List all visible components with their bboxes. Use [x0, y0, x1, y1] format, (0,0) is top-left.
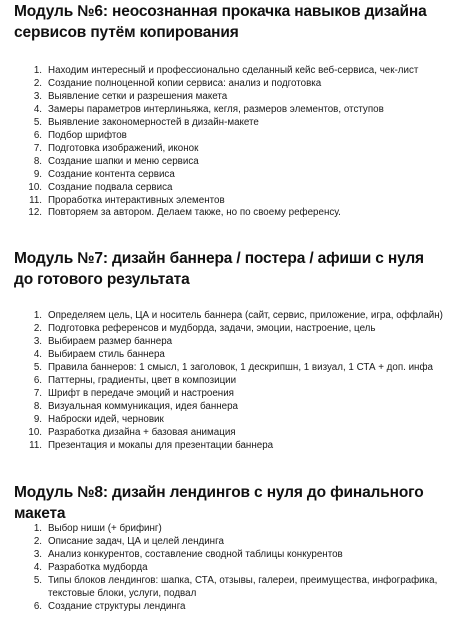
list-item	[14, 78, 444, 91]
list-item-text: Создание полноценной копии сервиса: анализ и подготовка	[48, 77, 322, 89]
list-item-text: Правила баннеров: 1 смысл, 1 заголовок, 1 дескрипшн, 1 визуал, 1 СТА + доп. инфа	[48, 361, 433, 373]
list-item-number: 11.	[29, 439, 42, 451]
list-item-text: Подготовка изображений, иконок	[48, 142, 199, 154]
list-item-text: Выбор ниши (+ брифинг)	[48, 523, 162, 534]
list-item	[14, 104, 444, 117]
list-item-text: Презентация и мокапы для презентации баннера	[48, 439, 274, 451]
list-item-number: 6.	[33, 129, 42, 141]
list-item-text: Создание контента сервиса	[48, 168, 175, 180]
list-item	[14, 91, 444, 104]
list-item	[14, 375, 444, 388]
list-item	[14, 414, 444, 427]
list-item	[14, 549, 444, 562]
list-item-number: 10.	[28, 181, 42, 193]
list-item-text: Выбираем стиль баннера	[48, 348, 165, 360]
module-6-title: Модуль №6: неосознанная прокачка навыков дизайна сервисов путём копирования	[14, 3, 427, 41]
list-item	[14, 336, 444, 349]
list-item	[14, 536, 444, 549]
list-item	[14, 562, 444, 575]
list-item-text: Анализ конкурентов, составление сводной таблицы конкурентов	[48, 548, 343, 560]
list-item	[14, 117, 444, 130]
list-item-text: Повторяем за автором. Делаем также, но по своему референсу.	[48, 207, 341, 219]
list-item-number: 11.	[29, 194, 42, 206]
list-item-text: Определяем цель, ЦА и носитель баннера (сайт, сервис, приложение, игра, оффлайн)	[48, 310, 443, 321]
list-item-number: 9.	[33, 168, 42, 180]
list-item-number: 10.	[28, 426, 42, 438]
list-item-number: 8.	[33, 155, 42, 167]
list-item-text: Описание задач, ЦА и целей лендинга	[48, 535, 224, 547]
module-6-list	[14, 65, 444, 220]
list-item	[14, 169, 444, 182]
list-item	[14, 143, 444, 156]
list-item	[14, 388, 444, 401]
list-item	[14, 440, 444, 453]
list-item-text: Подбор шрифтов	[48, 129, 127, 141]
list-item-number: 8.	[33, 400, 42, 412]
list-item	[14, 401, 444, 414]
list-item-text: Выявление сетки и разрешения макета	[48, 90, 228, 102]
list-item-number: 12.	[28, 207, 42, 219]
list-item	[14, 362, 444, 375]
list-item	[14, 427, 444, 440]
list-item-number: 2.	[33, 535, 42, 547]
list-item	[14, 349, 444, 362]
list-item	[14, 575, 444, 601]
list-item-number: 4.	[33, 103, 42, 115]
list-item-number: 3.	[33, 548, 42, 560]
module-7-title: Модуль №7: дизайн баннера / постера / афиши с нуля до готового результата	[14, 250, 424, 288]
list-item	[14, 310, 444, 323]
list-item-text: Визуальная коммуникация, идея баннера	[48, 400, 238, 412]
list-item-number: 7.	[33, 142, 42, 154]
list-item-number: 1.	[33, 523, 42, 534]
list-item-number: 1.	[33, 65, 42, 76]
module-8-list	[14, 523, 444, 614]
list-item-text: Паттерны, градиенты, цвет в композиции	[48, 374, 237, 386]
module-8-title: Модуль №8: дизайн лендингов с нуля до финального макета	[14, 484, 424, 522]
list-item-number: 2.	[33, 77, 42, 89]
list-item	[14, 130, 444, 143]
list-item	[14, 182, 444, 195]
list-item-text: Выбираем размер баннера	[48, 335, 173, 347]
list-item-number: 9.	[33, 413, 42, 425]
list-item-text: Замеры параметров интерлиньяжа, кегля, размеров элементов, отступов	[48, 103, 384, 115]
list-item-text: Проработка интерактивных элементов	[48, 194, 225, 206]
list-item-number: 1.	[33, 310, 42, 321]
list-item-number: 3.	[33, 335, 42, 347]
list-item-text: Подготовка референсов и мудборда, задачи, эмоции, настроение, цель	[48, 322, 376, 334]
list-item-text: Наброски идей, черновик	[48, 413, 164, 425]
list-item	[14, 156, 444, 169]
list-item	[14, 323, 444, 336]
module-7-list	[14, 310, 444, 452]
list-item-number: 3.	[33, 90, 42, 102]
list-item-text: Разработка дизайна + базовая анимация	[48, 426, 236, 438]
list-item	[14, 207, 444, 220]
list-item-text: Типы блоков лендингов: шапка, СТА, отзывы, галереи, преимущества, инфографика, текстовые блоки, услуги, подвал	[48, 574, 438, 599]
list-item-text: Создание подвала сервиса	[48, 181, 173, 193]
list-item-number: 5.	[33, 361, 42, 373]
list-item-text: Создание шапки и меню сервиса	[48, 155, 199, 167]
list-item-text: Создание структуры лендинга	[48, 600, 186, 612]
list-item-number: 4.	[33, 561, 42, 573]
list-item-number: 2.	[33, 322, 42, 334]
list-item	[14, 601, 444, 614]
list-item-text: Шрифт в передаче эмоций и настроения	[48, 387, 234, 399]
list-item-number: 4.	[33, 348, 42, 360]
list-item	[14, 65, 444, 78]
list-item-text: Разработка мудборда	[48, 561, 148, 573]
list-item	[14, 523, 444, 536]
list-item-number: 7.	[33, 387, 42, 399]
list-item-number: 6.	[33, 600, 42, 612]
list-item-number: 5.	[33, 116, 42, 128]
list-item-number: 5.	[33, 574, 42, 586]
list-item-text: Выявление закономерностей в дизайн-макете	[48, 116, 259, 128]
list-item-number: 6.	[33, 374, 42, 386]
list-item-text: Находим интересный и профессионально сделанный кейс веб-сервиса, чек-лист	[48, 65, 419, 76]
list-item	[14, 195, 444, 208]
